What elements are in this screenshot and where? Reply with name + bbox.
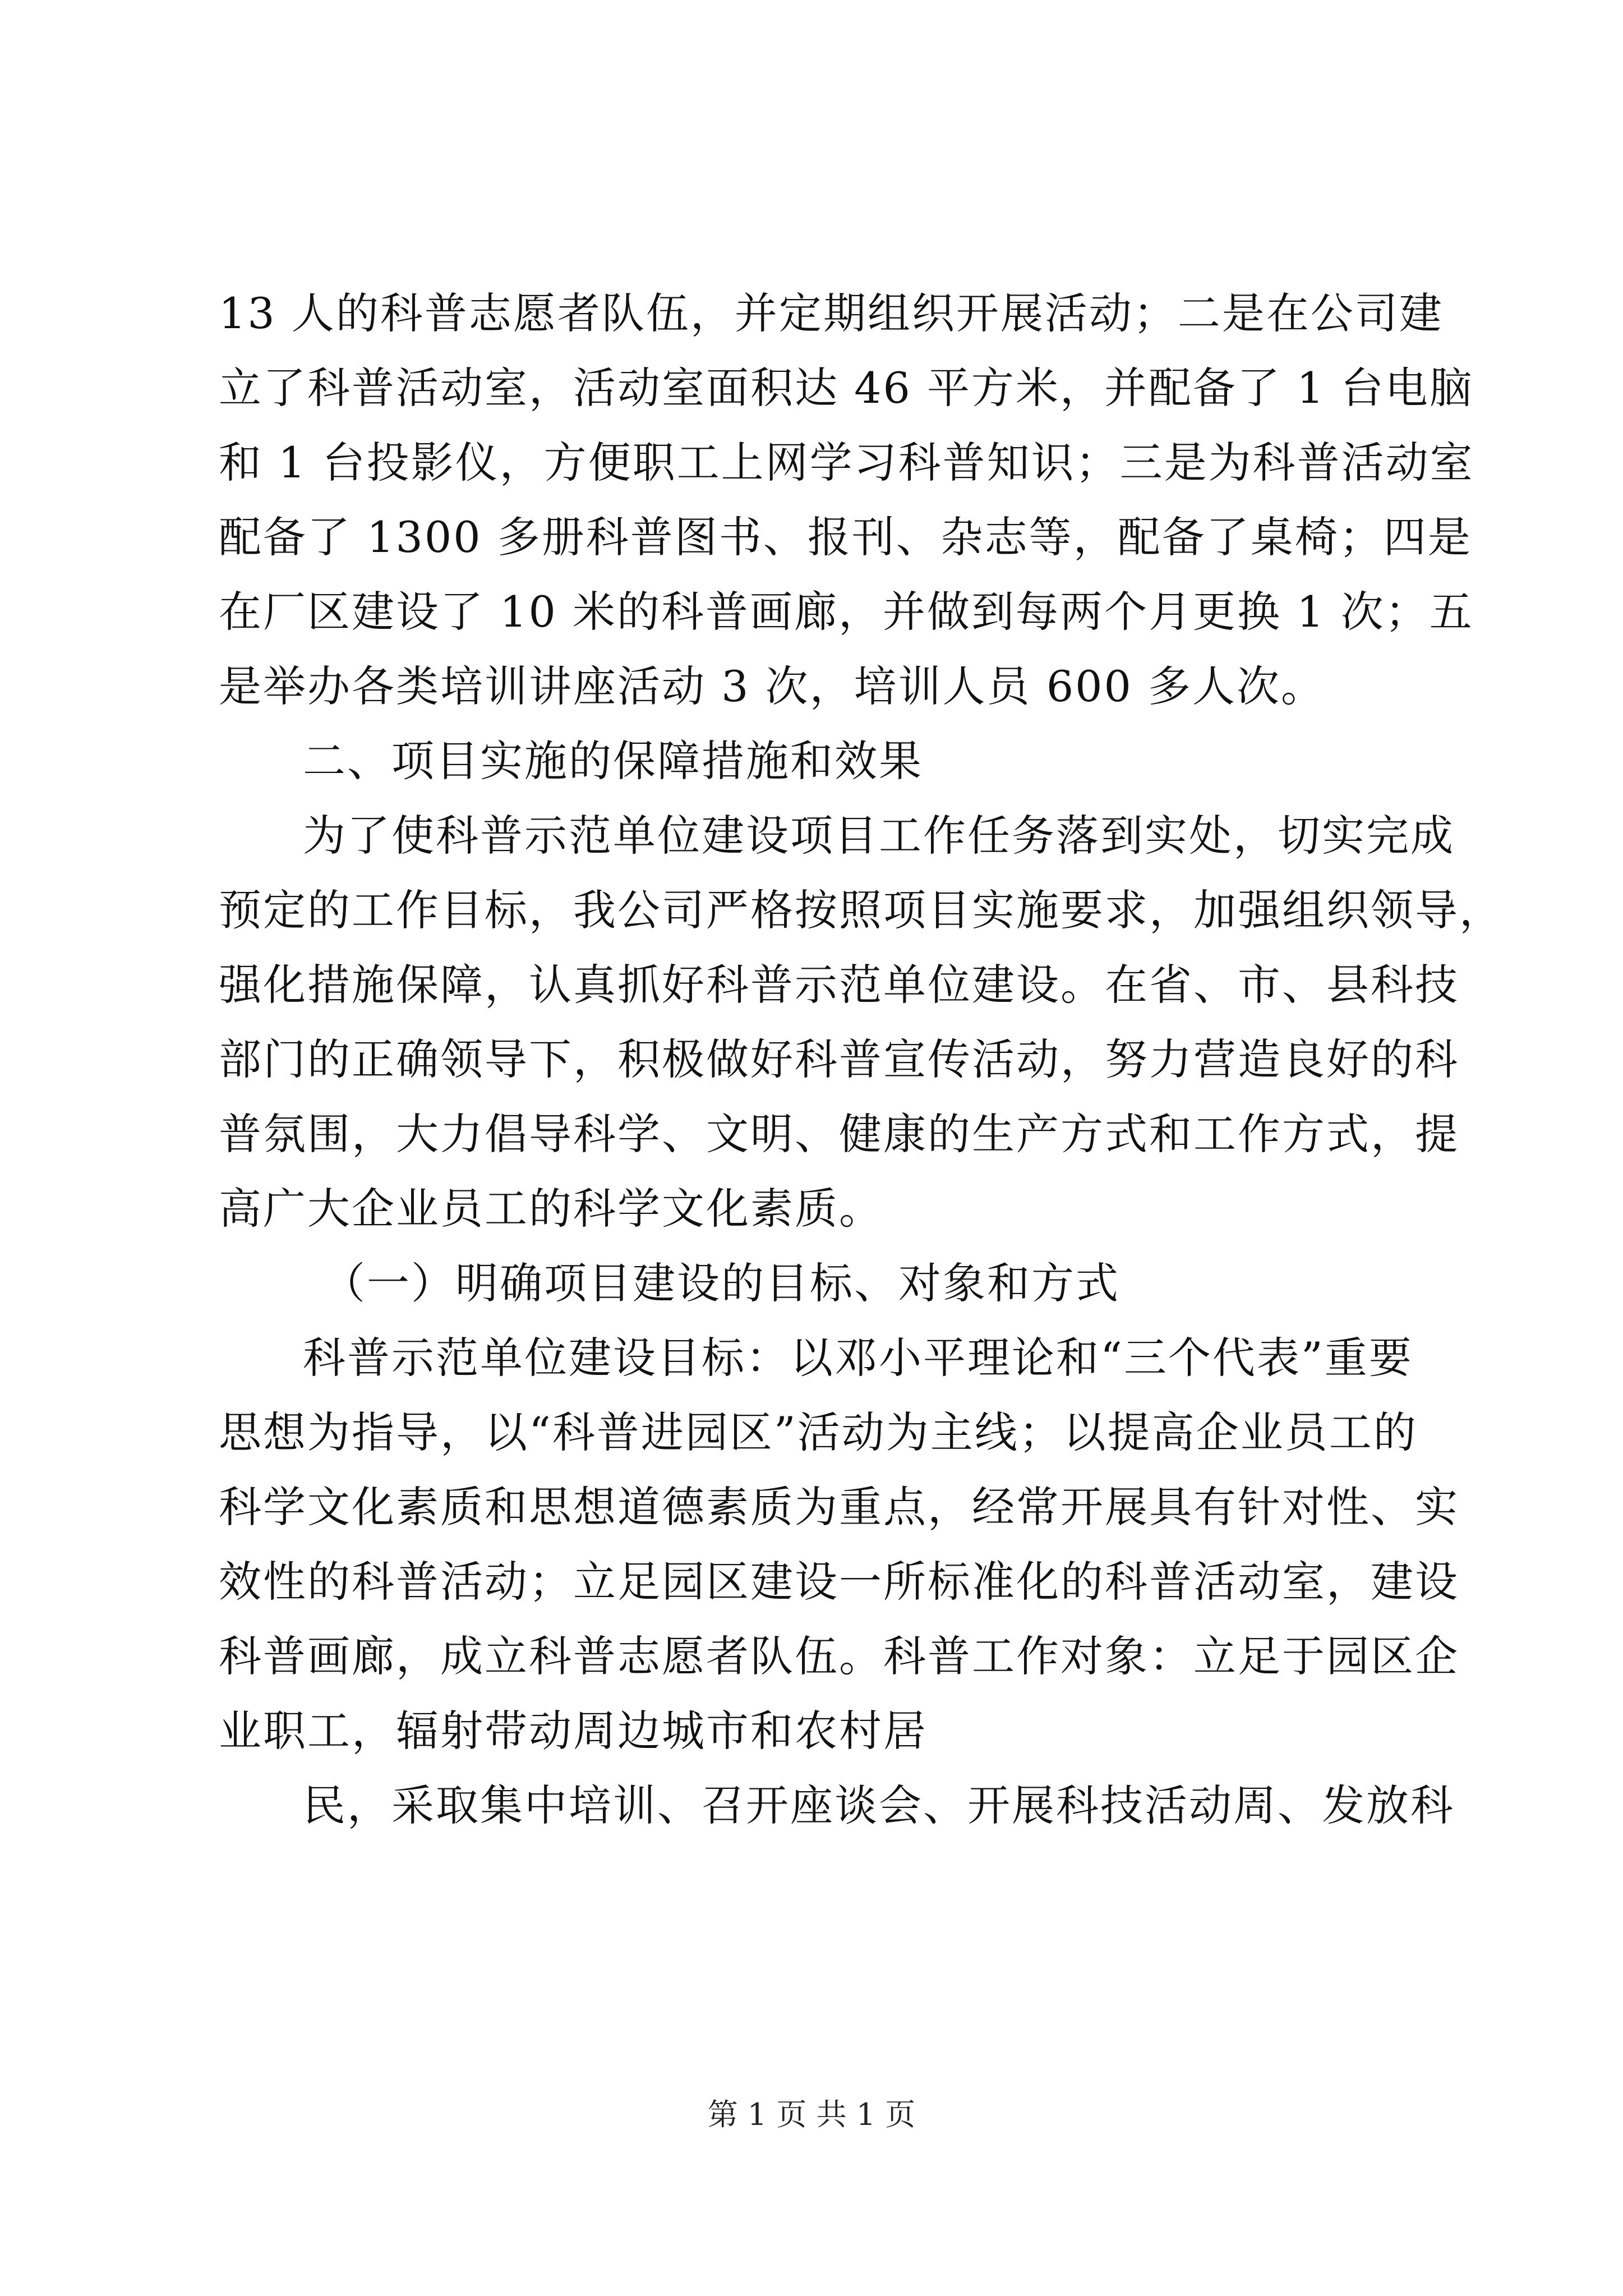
- text-line: 民，采取集中培训、召开座谈会、开展科技活动周、发放科: [303, 1780, 1455, 1830]
- text-line: 普氛围，大力倡导科学、文明、健康的生产方式和工作方式，提: [219, 1109, 1459, 1159]
- text-line: 立了科普活动室，活动室面积达 46 平方米，并配备了 1 台电脑: [219, 363, 1474, 413]
- text-line: 配备了 1300 多册科普图书、报刊、杂志等，配备了桌椅；四是: [219, 512, 1472, 562]
- text-line: 部门的正确领导下，积极做好科普宣传活动，努力营造良好的科: [219, 1034, 1459, 1084]
- text-line: 思想为指导，以“科普进园区”活动为主线；以提高企业员工的: [219, 1407, 1418, 1457]
- document-body: [219, 276, 1504, 1843]
- text-line: 科学文化素质和思想道德素质为重点，经常开展具有针对性、实: [219, 1482, 1459, 1532]
- text-line: 高广大企业员工的科学文化素质。: [219, 1184, 883, 1234]
- text-line: 和 1 台投影仪，方便职工上网学习科普知识；三是为科普活动室: [219, 438, 1474, 487]
- text-line: 是举办各类培训讲座活动 3 次，培训人员 600 多人次。: [219, 661, 1326, 711]
- text-line: 科普示范单位建设目标：以邓小平理论和“三个代表”重要: [303, 1333, 1413, 1383]
- text-line: 为了使科普示范单位建设项目工作任务落到实处，切实完成: [303, 811, 1455, 861]
- text-line: 强化措施保障，认真抓好科普示范单位建设。在省、市、县科技: [219, 960, 1459, 1010]
- text-line: 在厂区建设了 10 米的科普画廊，并做到每两个月更换 1 次；五: [219, 587, 1474, 637]
- text-line: 13 人的科普志愿者队伍，并定期组织开展活动；二是在公司建: [219, 288, 1444, 338]
- section-heading: 二、项目实施的保障措施和效果: [303, 736, 923, 786]
- text-line: 预定的工作目标，我公司严格按照项目实施要求，加强组织领导，: [219, 885, 1504, 935]
- text-line: 效性的科普活动；立足园区建设一所标准化的科普活动室，建设: [219, 1557, 1459, 1607]
- page-footer: 第 1 页 共 1 页: [707, 2097, 916, 2132]
- subsection-heading: （一）明确项目建设的目标、对象和方式: [322, 1258, 1120, 1308]
- text-line: 科普画廊，成立科普志愿者队伍。科普工作对象：立足于园区企: [219, 1631, 1459, 1681]
- text-line: 业职工，辐射带动周边城市和农村居: [219, 1706, 928, 1756]
